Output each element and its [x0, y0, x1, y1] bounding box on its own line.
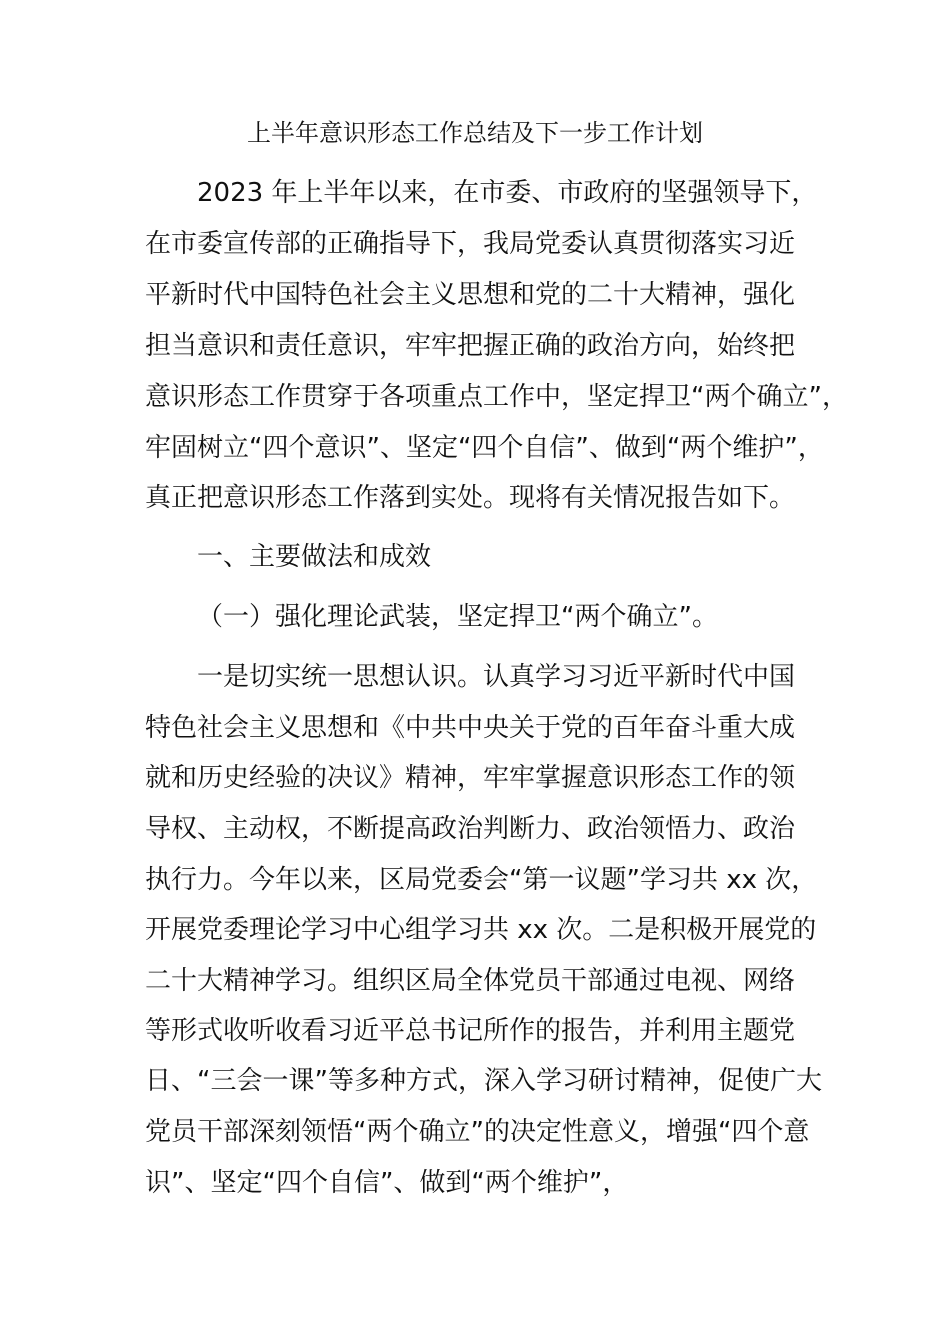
paragraph-line: 特色社会主义思想和《中共中央关于党的百年奋斗重大成 [145, 713, 796, 743]
subsection-heading: （一）强化理论武装，坚定捍卫“两个确立”。 [197, 602, 718, 632]
paragraph-line: 一是切实统一思想认识。认真学习习近平新时代中国 [197, 662, 796, 692]
paragraph-line: 等形式收听收看习近平总书记所作的报告，并利用主题党 [145, 1016, 796, 1046]
paragraph-line: 2023 年上半年以来，在市委、市政府的坚强领导下， [197, 178, 818, 208]
paragraph-line: 真正把意识形态工作落到实处。现将有关情况报告如下。 [145, 483, 796, 513]
paragraph-line: 开展党委理论学习中心组学习共 xx 次。二是积极开展党的 [145, 915, 817, 945]
paragraph-line: 日、“三会一课”等多种方式，深入学习研讨精神，促使广大 [145, 1066, 822, 1096]
paragraph-line: 执行力。今年以来，区局党委会“第一议题”学习共 xx 次， [145, 865, 818, 895]
paragraph-line: 担当意识和责任意识，牢牢把握正确的政治方向，始终把 [145, 331, 796, 361]
paragraph-line: 识”、坚定“四个自信”、做到“两个维护”， [145, 1168, 629, 1198]
paragraph-line: 牢固树立“四个意识”、坚定“四个自信”、做到“两个维护”， [145, 433, 824, 463]
paragraph-line: 二十大精神学习。组织区局全体党员干部通过电视、网络 [145, 966, 796, 996]
paragraph-line: 导权、主动权，不断提高政治判断力、政治领悟力、政治 [145, 814, 796, 844]
paragraph-line: 意识形态工作贯穿于各项重点工作中，坚定捍卫“两个确立”， [145, 382, 848, 412]
paragraph-line: 就和历史经验的决议》精神，牢牢掌握意识形态工作的领 [145, 763, 796, 793]
section-heading: 一、主要做法和成效 [197, 542, 432, 572]
document-title: 上半年意识形态工作总结及下一步工作计划 [247, 119, 703, 147]
paragraph-line: 在市委宣传部的正确指导下，我局党委认真贯彻落实习近 [145, 229, 796, 259]
paragraph-line: 平新时代中国特色社会主义思想和党的二十大精神，强化 [145, 280, 796, 310]
paragraph-line: 党员干部深刻领悟“两个确立”的决定性意义，增强“四个意 [145, 1117, 810, 1147]
